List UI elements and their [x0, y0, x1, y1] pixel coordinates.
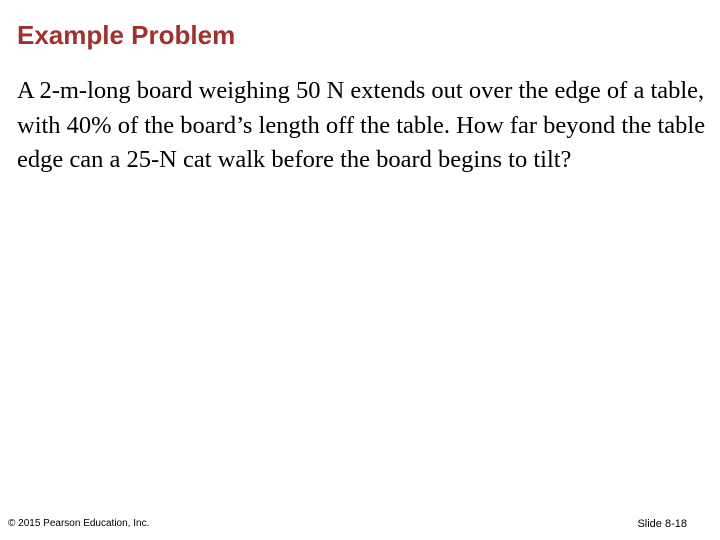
slide-number: Slide 8-18: [637, 518, 687, 530]
problem-text: A 2-m-long board weighing 50 N extends out over the edge of a table, with 40% of the board’s length off the table. How far beyond the table edge can a 25-N cat walk before the board begins to tilt?: [17, 77, 706, 173]
copyright-footer: © 2015 Pearson Education, Inc.: [8, 518, 150, 529]
slide-title: Example Problem: [17, 20, 236, 50]
